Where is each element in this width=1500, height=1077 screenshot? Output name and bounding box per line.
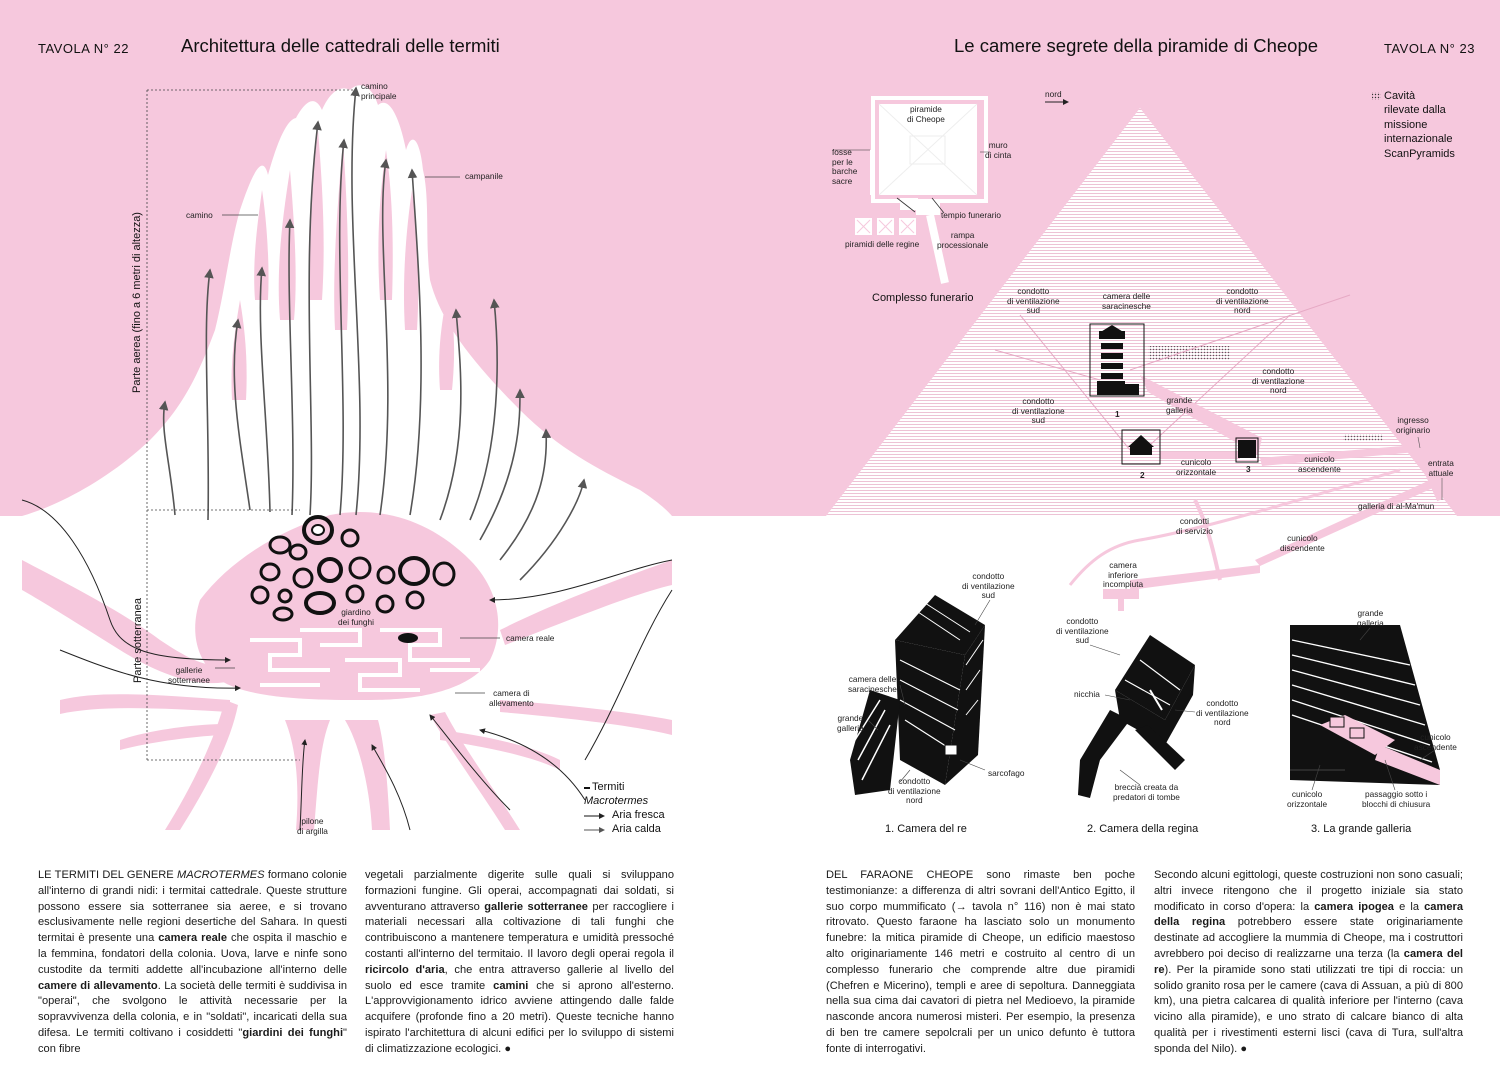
label-original-entrance: ingresso originario xyxy=(1396,415,1431,435)
legend-hot-air: Aria calda xyxy=(612,823,661,835)
left-body-column-1: LE TERMITI DEL GENERE MACROTERMES formano colonie all'interno di grandi nidi: i termitai cattedrale. Queste strutture possono essere sia sotterranee sia aeree, e si trovano esclusivamente nelle regioni desertiche del Sahara. In questi termitai è presente una camera reale che ospita il maschio e la femmina, fondatori della colonia. Uova, larve e ninfe sono custodite da termiti addette all'incubazione all'interno delle camere di allevamento. La società delle termiti è suddivisa in "operai", che svolgono le attività necessarie per la sopravvivenza della colonia, e in "soldati", incaricati della sua difesa. Le termiti coltivano i cosiddetti "giardini dei funghi" con fibre xyxy=(38,869,348,1055)
label-ascending-passage: cunicolo ascendente xyxy=(1298,454,1341,474)
label-funerary-complex: Complesso funerario xyxy=(872,292,974,304)
caption-kings-chamber: 1. Camera del re xyxy=(885,823,967,835)
royal-chamber xyxy=(398,633,418,643)
left-page-number: TAVOLA N° 22 xyxy=(38,41,129,56)
label-grand-gallery: grande galleria xyxy=(1166,395,1193,415)
detail3-label-horizontal: cunicolo orizzontale xyxy=(1287,789,1328,809)
detail1-label-south-shaft: condotto di ventilazione sud xyxy=(962,571,1015,601)
left-page-title: Architettura delle cattedrali delle termiti xyxy=(181,35,500,56)
right-page-title: Le camere segrete della piramide di Cheope xyxy=(954,35,1319,56)
grand-gallery-icon xyxy=(1238,440,1256,458)
label-underground-galleries: gallerie sotterranee xyxy=(168,665,210,685)
detail2-label-niche: nicchia xyxy=(1074,689,1100,699)
label-royal-chamber: camera reale xyxy=(506,633,555,643)
label-pyramid: piramide di Cheope xyxy=(907,104,945,124)
label-chimney: camino xyxy=(186,210,213,220)
label-queens-pyramids: piramidi delle regine xyxy=(845,239,920,249)
label-horizontal-passage: cunicolo orizzontale xyxy=(1176,457,1217,477)
detail3-label-grand-gallery: grande galleria xyxy=(1357,608,1384,628)
label-north-shaft-2: condotto di ventilazione nord xyxy=(1252,366,1305,396)
right-body-column-1: DEL FARAONE CHEOPE sono rimaste ben poche testimonianze: a differenza di altri sovrani dell'Antico Egitto, il suo corpo mummificato (→ tavola n° 116) non è mai stato ritrovato. Questo faraone ha lasciato solo un monumento funebre: la mitica piramide di Cheope, un edificio maestoso alto originariamente 146 metri e costruito al centro di un complesso funerario che comprende altre due piramidi (Chefren e Micerino), templi e aree di sepoltura. Danneggiata nella sua cima dai cavatori di pietra nel Medioevo, la piramide nasconde ancora numerosi misteri. Per esempio, la presenza di ben tre camere sepolcrali per un unico defunto è tuttora fonte di interrogativi. xyxy=(826,869,1135,1055)
label-number-1: 1 xyxy=(1115,409,1120,419)
label-unfinished-chamber: camera inferiore incompiuta xyxy=(1103,560,1144,590)
caption-queens-chamber: 2. Camera della regina xyxy=(1087,823,1199,835)
detail2-label-south-shaft: condotto di ventilazione sud xyxy=(1056,616,1109,646)
right-body-column-2: Secondo alcuni egittologi, queste costruzioni non sono casuali; altri invece ritengono che il progetto iniziale sia stato modificato in corso d'opera: la camera ipogea e la camera della regina potrebbero essere state originariamente destinate ad accogliere la mummia di Cheope, ma i costruttori avrebbero poi deciso di realizzarne una terza (la camera del re). Per la piramide sono stati utilizzati tre tipi di roccia: un solido granito rosa per le camere (cava di Assuan, a più di 800 km), una pietra calcarea di qualità inferiore per l'interno (cava vicino alla piramide), e uno strato di calcare bianco di alta qualità per i rivestimenti esterni lisci (cava di Tura, sull'altra sponda del Nilo). ● xyxy=(1154,869,1463,1055)
label-south-shaft-1: condotto di ventilazione sud xyxy=(1007,286,1060,316)
label-clay-pillar: pilone di argilla xyxy=(297,816,328,836)
caption-grand-gallery: 3. La grande galleria xyxy=(1311,823,1412,835)
label-north-shaft-1: condotto di ventilazione nord xyxy=(1216,286,1269,316)
detail1-label-sarcophagus: sarcofago xyxy=(988,768,1025,778)
detail2-label-breach: breccia creata da predatori di tombe xyxy=(1113,782,1180,802)
kings-chamber-detail xyxy=(850,595,985,795)
left-body-column-2: vegetali parzialmente digerite sulle quali si sviluppano formazioni fungine. Gli operai, accompagnati dai soldati, si avventurano attraverso gallerie sotterranee per raccogliere i materiali necessari alla coltivazione di tali funghi che contribuiscono a mantenere temperatura e umidità pressoché costanti all'interno del termitaio. Il lavoro degli operai regola il ricircolo d'aria, che entra attraverso gallerie al livello del suolo ed esce tramite camini che si aprono all'esterno. L'approvvigionamento idrico avviene attingendo dalle falde acquifere (profonde fino a 20 metri). Queste tecniche hanno ispirato l'architettura di alcuni edifici per lo sviluppo di sistemi di climatizzazione ecologici. ● xyxy=(365,869,675,1055)
label-descending-passage: cunicolo discendente xyxy=(1280,533,1325,553)
detail3-label-ascending: cunicolo ascendente xyxy=(1414,732,1457,752)
label-al-mamun-tunnel: galleria di al-Ma'mun xyxy=(1358,501,1435,511)
label-scanpyramids-cavities: Cavità rilevate dalla missione internazionale ScanPyramids xyxy=(1384,90,1455,160)
detail1-label-grand-gallery: grande galleria xyxy=(837,713,864,733)
queens-chamber-detail xyxy=(1078,635,1195,798)
label-current-entrance: entrata attuale xyxy=(1428,458,1454,478)
detail3-label-passage: passaggio sotto i blocchi di chiusura xyxy=(1362,789,1431,809)
label-portcullis-chamber: camera delle saracinesche xyxy=(1102,291,1151,311)
label-funerary-temple: tempio funerario xyxy=(941,210,1001,220)
label-breeding-chamber: camera di allevamento xyxy=(489,688,534,708)
label-main-chimney: camino principale xyxy=(361,81,397,101)
label-underground-part: Parte sotterranea xyxy=(132,598,144,683)
legend-macrotermes: Macrotermes xyxy=(584,795,649,807)
detail1-label-portcullis: camera delle saracinesche xyxy=(848,674,897,694)
detail1-label-north-shaft: condotto di ventilazione nord xyxy=(888,776,941,806)
label-boat-pits: fosse per le barche sacre xyxy=(832,147,858,186)
label-aerial-part: Parte aerea (fino a 6 metri di altezza) xyxy=(131,212,143,393)
label-bell-tower: campanile xyxy=(465,171,503,181)
detail2-label-north-shaft: condotto di ventilazione nord xyxy=(1196,698,1249,728)
label-number-3: 3 xyxy=(1246,464,1251,474)
label-wall: muro di cinta xyxy=(985,140,1012,160)
label-north: nord xyxy=(1045,89,1062,99)
right-page-number: TAVOLA N° 23 xyxy=(1384,41,1475,56)
label-fungus-garden: giardino dei funghi xyxy=(338,607,374,627)
grand-gallery-detail xyxy=(1290,625,1440,785)
label-causeway: rampa processionale xyxy=(937,230,989,250)
legend-termites: Termiti xyxy=(592,781,625,793)
legend-fresh-air: Aria fresca xyxy=(612,809,665,821)
label-south-shaft-2: condotto di ventilazione sud xyxy=(1012,396,1065,426)
label-service-shafts: condotti di servizio xyxy=(1176,516,1213,536)
label-number-2: 2 xyxy=(1140,470,1145,480)
